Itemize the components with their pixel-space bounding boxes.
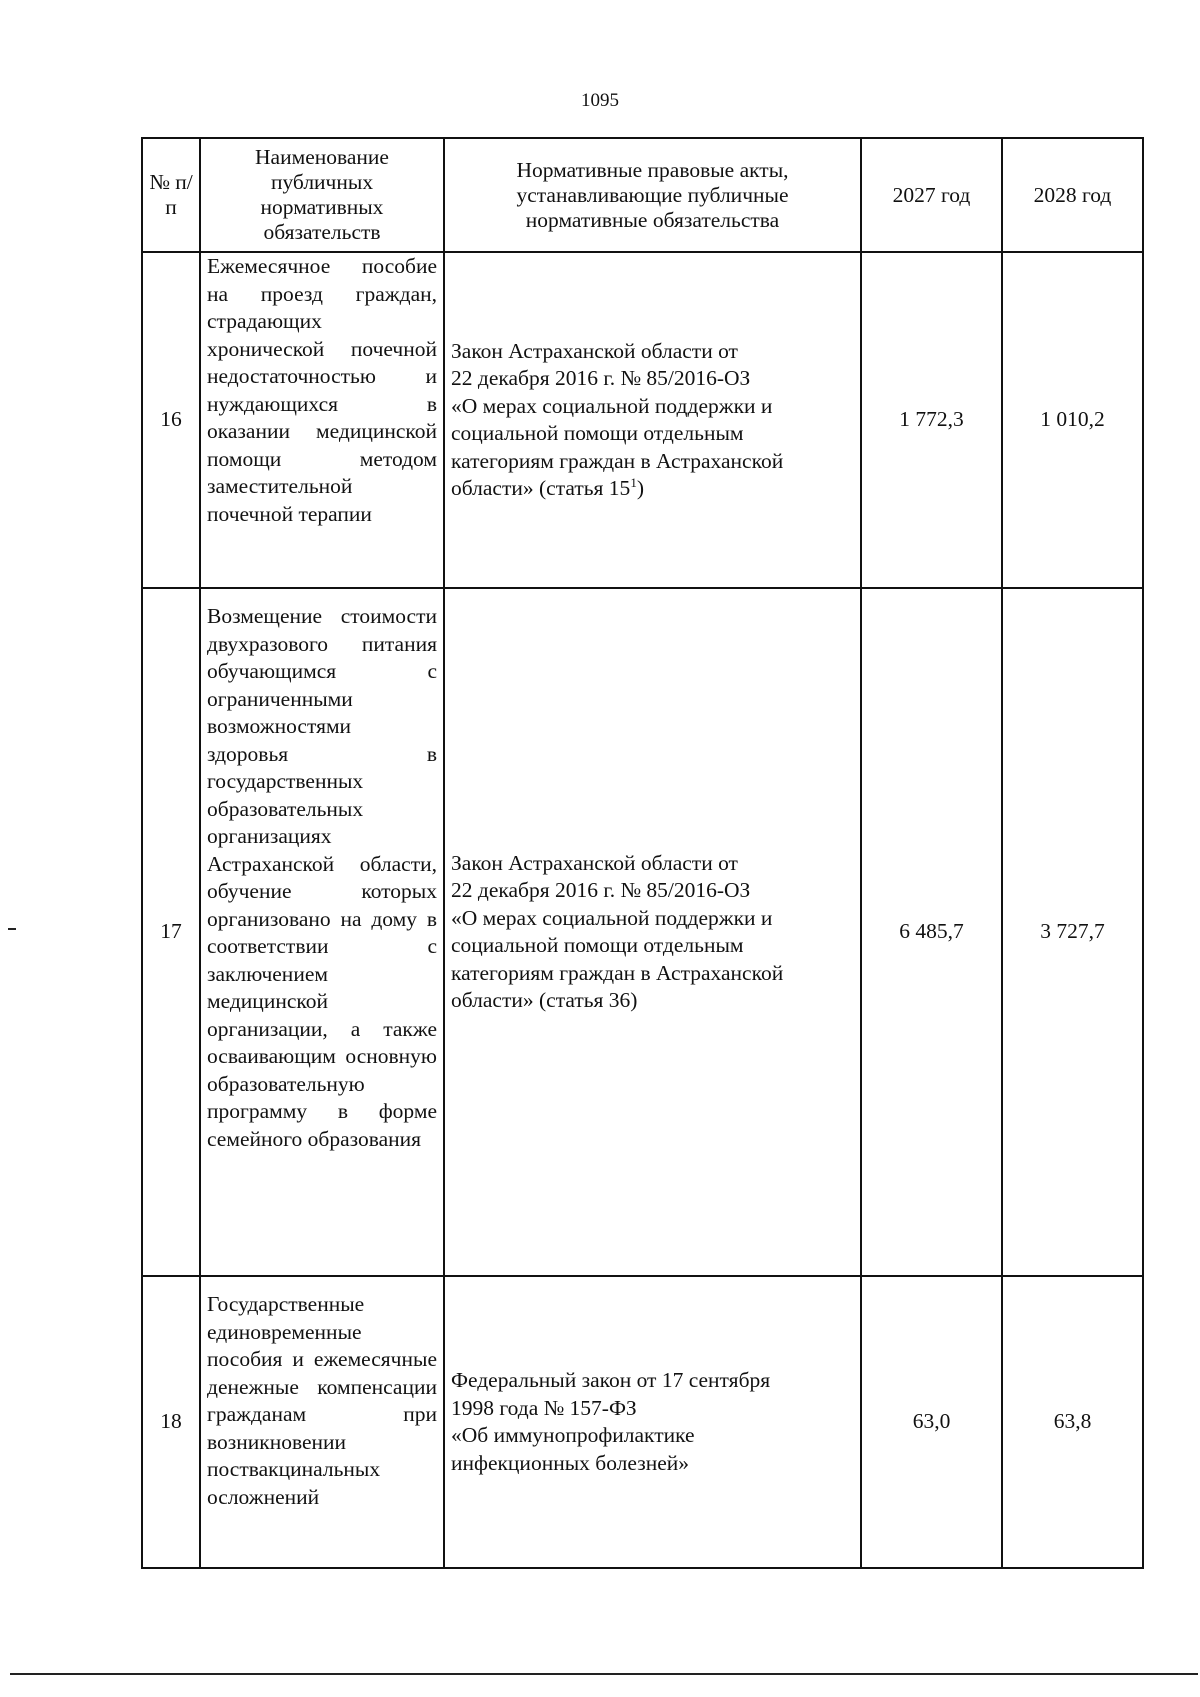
row-number: 17 <box>142 588 200 1276</box>
value-2028: 1 010,2 <box>1002 252 1143 588</box>
header-num: № п/п <box>142 138 200 252</box>
value-2028: 3 727,7 <box>1002 588 1143 1276</box>
row-number: 18 <box>142 1276 200 1568</box>
margin-mark <box>8 928 16 930</box>
legal-act-line: «О мерах социальной поддержки и <box>451 393 773 418</box>
legal-act-text: области» (статья 15 <box>451 476 631 500</box>
header-acts: Нормативные правовые акты, устанавливающие публичные нормативные обязательства <box>444 138 861 252</box>
table-row <box>142 588 1143 1276</box>
value-2027: 63,0 <box>861 1276 1002 1568</box>
legal-act-line: категориям граждан в Астраханской <box>451 448 784 473</box>
legal-act-line: области» (статья 36) <box>451 988 638 1012</box>
legal-act-text: ) <box>636 476 644 500</box>
value-2027: 1 772,3 <box>861 252 1002 588</box>
header-2028: 2028 год <box>1002 138 1143 252</box>
legal-act-line: «О мерах социальной поддержки и <box>451 905 773 930</box>
legal-act-line: 22 декабря 2016 г. № 85/2016-ОЗ <box>451 366 751 390</box>
article-superscript: 1 <box>630 474 637 490</box>
legal-act-line <box>451 475 854 503</box>
legal-act <box>444 1276 861 1568</box>
table-header-row <box>142 138 1143 252</box>
row-number: 16 <box>142 252 200 588</box>
value-2028: 63,8 <box>1002 1276 1143 1568</box>
obligation-name: Государственные единовременные пособия и ежемесячные денежные компенсации гражданам при возникновении поствакцинальных осложнений <box>200 1276 444 1568</box>
legal-act-line: социальной помощи отдельным <box>451 933 744 957</box>
legal-act <box>444 252 861 588</box>
value-2027: 6 485,7 <box>861 588 1002 1276</box>
legal-act-line: Федеральный закон от 17 сентября <box>451 1368 771 1392</box>
legal-act-line: «Об иммунопрофилактике <box>451 1423 695 1447</box>
obligations-table <box>141 137 1144 1569</box>
table-row <box>142 252 1143 588</box>
legal-act-line: категориям граждан в Астраханской <box>451 960 784 985</box>
legal-act-line: инфекционных болезней» <box>451 1450 690 1475</box>
legal-act-line: социальной помощи отдельным <box>451 421 744 445</box>
legal-act-line: Закон Астраханской области от <box>451 338 738 363</box>
legal-act-line: 22 декабря 2016 г. № 85/2016-ОЗ <box>451 878 751 902</box>
header-2027: 2027 год <box>861 138 1002 252</box>
header-name: Наименование публичных нормативных обязательств <box>200 138 444 252</box>
legal-act <box>444 588 861 1276</box>
obligation-name: Ежемесячное пособие на проезд граждан, страдающих хронической почечной недостаточностью и нуждающихся в оказании медицинской помощи методом заместительной почечной терапии <box>200 252 444 588</box>
page-number: 1095 <box>581 90 619 111</box>
legal-act-line: Закон Астраханской области от <box>451 850 738 875</box>
footer-rule <box>10 1673 1198 1675</box>
obligation-name: Возмещение стоимости двухразового питания обучающимся с ограниченными возможностями здоровья в государственных образовательных организациях Астраханской области, обучение которых организовано на дому в соответствии с заключением медицинской организации, а также осваивающим основную образовательную программу в форме семейного образования <box>200 588 444 1276</box>
table-row <box>142 1276 1143 1568</box>
legal-act-line: 1998 года № 157-ФЗ <box>451 1395 637 1420</box>
